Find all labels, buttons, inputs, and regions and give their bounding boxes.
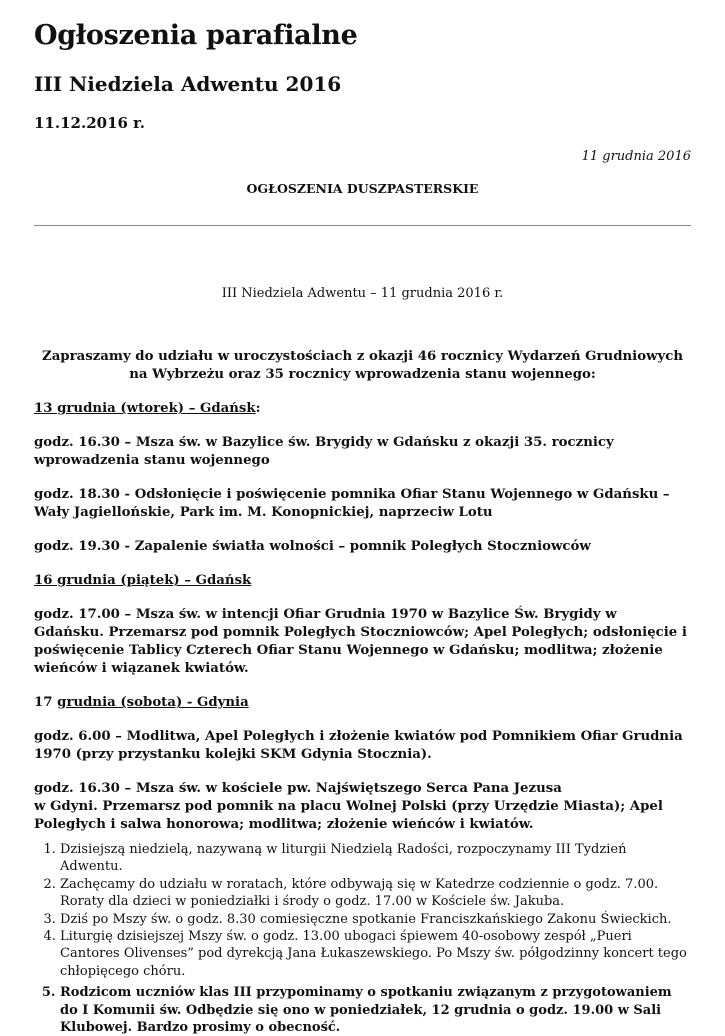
page-subtitle: III Niedziela Adwentu 2016 <box>34 72 342 96</box>
sunday-line: III Niedziela Adwentu – 11 grudnia 2016 r. <box>221 286 504 301</box>
day-heading <box>34 400 691 418</box>
day-heading-suffix: : <box>255 401 261 416</box>
event-paragraph: godz. 6.00 – Modlitwa, Apel Poległych i złożenie kwiatów pod Pomnikiem Ofiar Grudnia 1970 (przy przystanku kolejki SKM Gdynia Stocznia). <box>34 729 683 762</box>
day-heading <box>34 694 691 712</box>
day-heading <box>34 572 691 590</box>
announcements-list <box>34 841 691 1036</box>
day-heading-text: grudnia (sobota) - Gdynia <box>57 695 249 710</box>
horizontal-divider <box>34 225 691 226</box>
day-heading-prefix: 17 <box>34 695 58 710</box>
day-heading-text: 13 grudnia (wtorek) – Gdańsk <box>34 401 256 416</box>
event-line: w Gdyni. Przemarsz pod pomnik na placu Wolnej Polski (przy Urzędzie Miasta); Apel Poległych i salwa honorowa; modlitwa; złożenie wieńców i kwiatów. <box>34 799 663 832</box>
list-item: 4. Liturgię dzisiejszej Mszy św. o godz. 13.00 ubogaci śpiewem 40-osobowy zespół „Pueri Cantores Olivenses” pod dyrekcją Jana Łukaszewskiego. Po Mszy św. półgodzinny koncert tego chłopięcego chóru. <box>60 928 691 980</box>
date-italic: 11 grudnia 2016 <box>581 149 691 164</box>
list-item: 2. Zachęcamy do udziału w roratach, które odbywają się w Katedrze codziennie o godz. 7.00. Roraty dla dzieci w poniedziałki i środy o godz. 17.00 w Kościele św. Jakuba. <box>60 876 691 911</box>
list-item: 3. Dziś po Mszy św. o godz. 8.30 comiesięczne spotkanie Franciszkańskiego Zakonu Świeckich. <box>60 911 691 928</box>
announcements-content <box>34 348 691 1036</box>
event-paragraph: godz. 19.30 - Zapalenie światła wolności – pomnik Poległych Stoczniowców <box>34 539 591 554</box>
page-title: Ogłoszenia parafialne <box>34 20 358 51</box>
event-line: godz. 16.30 – Msza św. w kościele pw. Najświętszego Serca Pana Jezusa <box>34 781 562 796</box>
event-paragraph: godz. 17.00 – Msza św. w intencji Ofiar Grudnia 1970 w Bazylice Św. Brygidy w Gdańsku. Przemarsz pod pomnik Poległych Stoczniowców; Apel Poległych; odsłonięcie i poświęcenie Tablicy Czterech Ofiar Stanu Wojennego w Gdańsku; modlitwa; złożenie wieńców i wiązanek kwiatów. <box>34 607 687 676</box>
event-paragraph: godz. 16.30 – Msza św. w Bazylice św. Brygidy w Gdańsku z okazji 35. rocznicy wprowadzenia stanu wojennego <box>34 435 614 468</box>
list-item: 5. Rodzicom uczniów klas III przypominamy o spotkaniu związanym z przygotowaniem do I Komunii św. Odbędzie się ono w poniedziałek, 12 grudnia o godz. 19.00 w Sali Klubowej. Bardzo prosimy o obecność. <box>60 984 691 1036</box>
date-heading: 11.12.2016 r. <box>34 114 145 132</box>
event-paragraph: godz. 18.30 - Odsłonięcie i poświęcenie pomnika Ofiar Stanu Wojennego w Gdańsku – Wały Jagiellońskie, Park im. M. Konopnickiej, naprzeciw Lotu <box>34 487 670 520</box>
list-item: 1. Dzisiejszą niedzielą, nazywaną w liturgii Niedzielą Radości, rozpoczynamy III Tydzień Adwentu. <box>60 841 691 876</box>
day-heading-text: 16 grudnia (piątek) – Gdańsk <box>34 573 252 588</box>
intro-paragraph: Zapraszamy do udziału w uroczystościach z okazji 46 rocznicy Wydarzeń Grudniowych na Wybrzeżu oraz 35 rocznicy wprowadzenia stanu wojennego: <box>41 349 684 382</box>
event-paragraph <box>34 780 691 834</box>
section-title: OGŁOSZENIA DUSZPASTERSKIE <box>246 181 479 196</box>
